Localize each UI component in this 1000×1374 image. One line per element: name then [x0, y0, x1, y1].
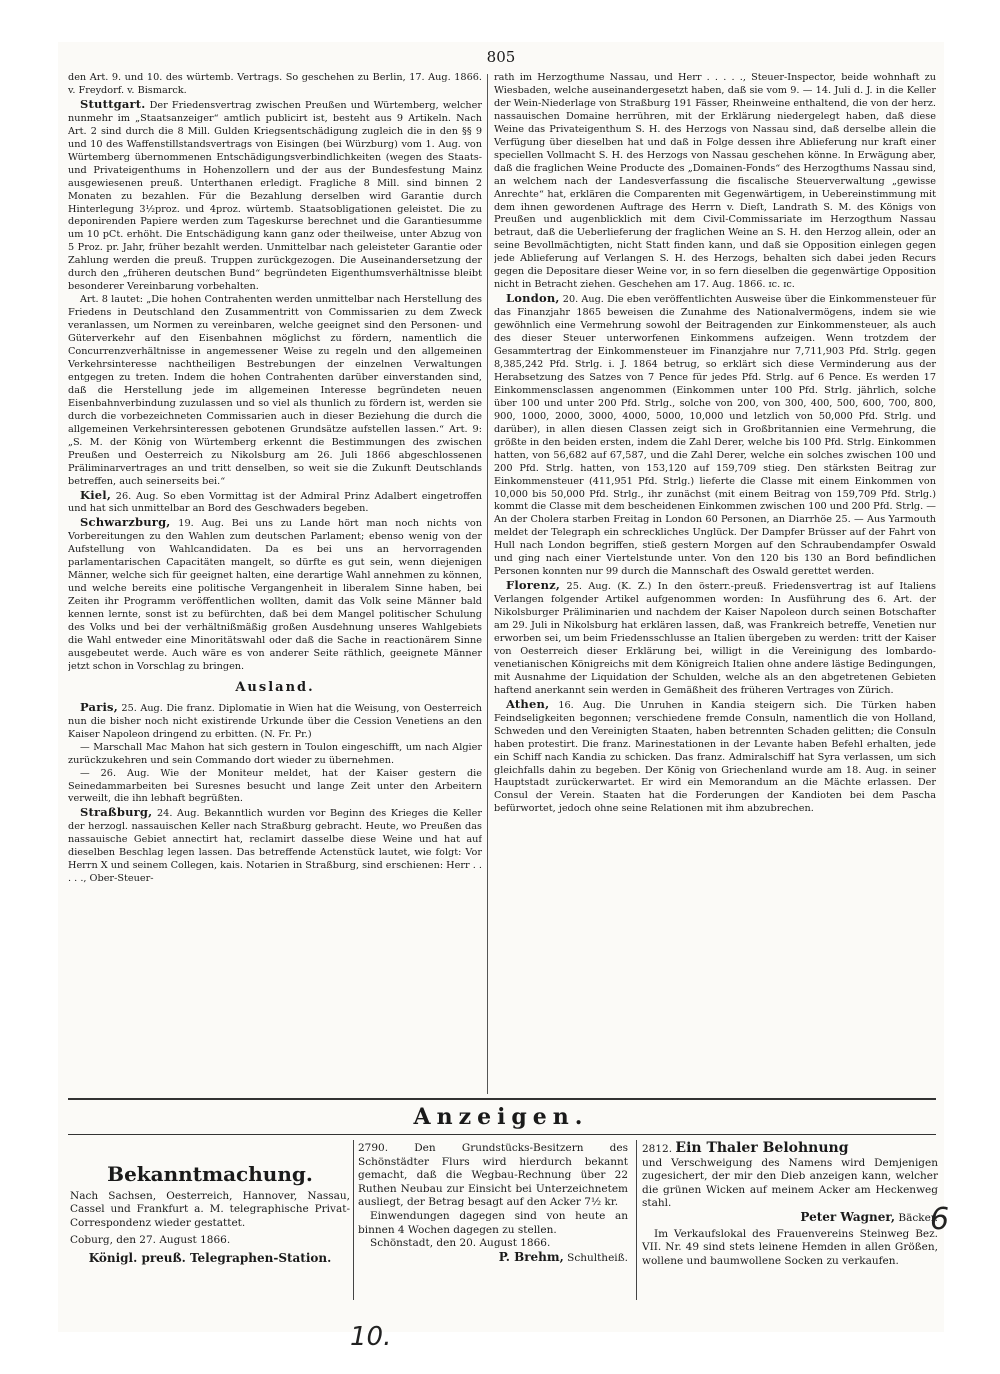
article-dateline: Schwarzburg, — [80, 515, 171, 530]
ad-wegbau — [358, 1142, 628, 1265]
article-dateline: Athen, — [506, 696, 550, 711]
ad-divider-1 — [353, 1140, 354, 1300]
article-dateline: Stuttgart. — [80, 96, 146, 111]
article — [68, 806, 482, 886]
ad2-body: 2790. Den Grundstücks-Besitzern des Schönstädter Flurs wird hierdurch bekannt gemacht, daß die Wegbau-Rechnung über 22 Ruthen Neubau zur Einsicht bei Unterzeichnetem ausliegt, der Betrag besagt auf den Acker 7½ kr. — [358, 1142, 628, 1209]
ads-heading-rule — [68, 1134, 936, 1135]
article-dateline: Straßburg, — [80, 805, 153, 820]
article-text: 25. Aug. Die franz. Diplomatie in Wien hat die Weisung, von Oesterreich nun die bisher noch nicht existirende Urkunde über die Cession Venetiens an den Kaiser Napoleon dringend zu erbitten. (N. Fr. Pr.) — [68, 702, 482, 740]
handwritten-mark-10: 10. — [350, 1322, 392, 1352]
article-text: 24. Aug. Bekanntlich wurden vor Beginn des Krieges die Keller der herzogl. nassauischen Keller nach Straßburg gebracht. Heute, wo Preußen das nassauische Gebiet annectirt hat, reclamirt dasselbe diese Weine und hat auf dieselben Beschlag legen lassen. Das betreffende Actenstück lautet, wie folgt: Vor Herrn X und seinem Collegen, kais. Notarien in Straßburg, sind erschienen: Herr . . . . ., Ober-Steuer- — [68, 808, 482, 885]
article-text: rath im Herzogthume Nassau, und Herr . . . . ., Steuer-Inspector, beide wohnhaft zu Wiesbaden, welche auseinandergesetzt haben, daß sie vom 9. — 14. Juli d. J. in die Keller der Wein-Niederlage von Straßburg 191 Fässer, Rheinweine enthaltend, die von der herz. nassauischen Domaine herrühren, mit der Erklärung niedergelegt haben, daß diese Weine das Privateigenthum S. H. des Herzogs von Nassau sind, daß derselbe allein die Verfügung über dieselben hat und daß in Folge dessen ihre Ablieferung nur kraft einer speciellen Vollmacht S. H. des Herzogs von Nassau geschehen könne. In Erwägung aber, daß die fraglichen Weine Producte des „Domainen-Fonds“ des Herzogthums Nassau sind, an welchem nach der Landesverfassung die fiscalische Steuerverwaltung „gewisse Anrechte“ hat, erklären die Comparenten mit Gegenwärtigem, in Uebereinstimmung mit dem ihnen gewordenen Auftrage des Herrn v. Dieſt, Landrath S. M. des Königs von Preußen und augenblicklich mit dem Civil-Commissariate im Herzogthum Nassau betraut, daß die Ueberlieferung der fraglichen Weine an S. H. den Herzog allein, oder an seine Bevollmächtigten, nicht Statt finden kann, und daß sie Opposition einlegen gegen jede Ablieferung auf Verlangen S. H. des Herzogs, behalten sich dabei jeden Recurs gegen die Depositare dieser Weine vor, in so fern dieselben die gegenwärtige Opposition nicht in Betracht ziehen. Geschehen am 17. Aug. 1866. ɪc. ɪc. — [494, 72, 936, 291]
paragraph — [494, 72, 936, 292]
article-text: 26. Aug. So eben Vormittag ist der Admiral Prinz Adalbert eingetroffen und hat sich unmittelbar an Bord des Geschwaders begeben. — [68, 490, 482, 515]
ad1-body: Nach Sachsen, Oesterreich, Hannover, Nassau, Cassel und Frankfurt a. M. telegraphische Privat-Correspondenz wieder gestattet. — [70, 1189, 350, 1229]
ad3-signature: Peter Wagner, — [800, 1209, 896, 1224]
article-text: 25. Aug. (K. Z.) In den österr.-preuß. Friedensvertrag ist auf Italiens Verlangen folgender Artikel aufgenommen worden: In Ausführung des 6. Art. der Nikolsburger Präliminarien und nachdem der Kaiser Napoleon durch seinen Botschafter am 29. Juli in Nikolsburg hat erklären lassen, daß, was Frankreich betreffe, Venetien nur erworben sei, um beim Friedensschlusse an Italien übergeben zu werden: tritt der Kaiser von Oesterreich dieser Erklärung bei, willigt in die Vereinigung des lombardo-venetianischen Königreichs mit dem Königreich Italien ohne andere lästige Bedingungen, mit Ausnahme der Liquidation der Schulden, welche als an den abgetretenen Gebieten haftend anerkannt sein werden in Gemäßheit des früheren Vertrages von Zürich. — [494, 581, 936, 696]
ads-top-rule — [68, 1098, 936, 1100]
article — [494, 579, 936, 698]
ad-divider-2 — [636, 1140, 637, 1300]
article-text: — Marschall Mac Mahon hat sich gestern in Toulon eingeschifft, um nach Algier zurückzukehren und sein Commando dort wieder zu übernehmen. — [68, 741, 482, 766]
ad2-signature: P. Brehm, — [498, 1249, 564, 1264]
article — [494, 698, 936, 817]
ad3-body: und Verschweigung des Namens wird Demjenigen zugesichert, der mir den Dieb anzeigen kann, welcher die grünen Wicken auf meinem Acker am Heckenweg stahl. — [642, 1156, 938, 1210]
handwritten-mark-6: 6 — [930, 1202, 950, 1237]
ad1-signature: Königl. preuß. Telegraphen-Station. — [88, 1250, 332, 1265]
ad-bekanntmachung — [70, 1142, 350, 1266]
ad1-title: Bekanntmachung. — [107, 1162, 313, 1186]
article-dateline: London, — [506, 291, 560, 306]
ad3-role: Bäcker. — [898, 1211, 938, 1224]
ad3-number: 2812. — [642, 1143, 673, 1155]
ad1-date: Coburg, den 27. August 1866. — [70, 1234, 231, 1247]
article-dateline: Paris, — [80, 699, 118, 714]
ad-belohnung — [642, 1142, 938, 1268]
section-heading: Ausland. — [235, 679, 315, 695]
article — [68, 98, 482, 294]
newspaper-page — [58, 42, 950, 1352]
ad2-role: Schultheiß. — [567, 1251, 628, 1264]
article-text: Der Friedensvertrag zwischen Preußen und Würtemberg, welcher nunmehr im „Staatsanzeiger“ amtlich publicirt ist, besteht aus 9 Artikeln. Nach Art. 2 sind durch die 8 Mill. Gulden Kriegsentschädigung zugleich die in den §§ 9 und 10 des Waffenstillstandsvertrags von Eisingen (bei Würzburg) vom 1. Aug. von Würtemberg übernommenen Entschädigungsverbindlichkeiten (wegen des Staats- und Privateigenthums in Hohenzollern und der aus der Bundesfestung Mainz ausgewiesenen preuß. Unterthanen erledigt. Fragliche 8 Mill. sind binnen 2 Monaten zu bezahlen. Für die Bezahlung derselben wird Garantie durch Hinterlegung 3½proz. und 4proz. würtemb. Staatsobligationen geleistet. Die zu deponirenden Papiere werden zum Tageskurse berechnet und die Garantiesumme um 10 pCt. erhöht. Die Entschädigung kann ganz oder theilweise, unter Abzug von 5 Proz. pr. Jahr, früher bezahlt werden. Unmittelbar nach geleisteter Garantie oder Zahlung werden die preuß. Truppen zurückgezogen. Die Auseinandersetzung der durch den „früheren deutschen Bund“ begründeten Eigenthumsverhältnisse bleibt besonderer Vereinbarung vorbehalten. — [68, 99, 482, 293]
article-text: 19. Aug. Bei uns zu Lande hört man noch nichts von Vorbereitungen zu den Wahlen zum deutschen Parlament; ebenso wenig von der Aufstellung von Wahlcandidaten. Da es bei uns an hervorragenden parlamentarischen Capacitäten mangelt, so dürfte es gut sein, wenn diejenigen Männer, welche sich für geeignet halten, eine derartige Wahl annehmen zu können, und welche bereits eine politische Vergangenheit in liberalem Sinne haben, bei Zeiten ihr Programm veröffentlichen wollten, damit das Volk seine Männer bald kennen lernte, sonst ist zu befürchten, daß bei dem Mangel politischer Schulung des Volks und bei der verhältnißmäßig großen Ausdehnung unseres Wahlgebiets die Wahl entweder eine Minoritätswahl oder daß die Sache in reactionärem Sinne ausgebeutet werde. Auch wäre es von anderer Seite räthlich, geeignete Männer jetzt schon in Vorschlag zu bringen. — [68, 518, 482, 672]
article-text: den Art. 9. und 10. des würtemb. Vertrags. So geschehen zu Berlin, 17. Aug. 1866. v. Freydorf. v. Bismarck. — [68, 72, 482, 96]
article-text: Art. 8 lautet: „Die hohen Contrahenten werden unmittelbar nach Herstellung des Friedens in Deutschland den Zusammentritt von Commissarien zu dem Zweck veranlassen, um Normen zu vereinbaren, welche geeignet sind den Personen- und Güterverkehr auf den Eisenbahnen möglichst zu fördern, namentlich die Concurrenzverhältnisse in angemessener Weise zu regeln und den allgemeinen Verkehrsinteresse nachtheiligen Bestrebungen der einzelnen Verwaltungen entgegen zu treten. Indem die hohen Contrahenten darüber einverstanden sind, daß die Herstellung jede im allgemeinen Interesse begründeten neuen Eisenbahnverbindung zuzulassen und so viel als thunlich zu fördern ist, werden sie durch die vorbezeichneten Commissarien auch in dieser Beziehung die durch die allgemeinen Verkehrsinteressen gebotenen Grundsätze aufstellen lassen.“ Art. 9: „S. M. der König von Würtemberg erkennt die Bestimmungen des zwischen Preußen und Oesterreich zu Nikolsburg am 26. Juli 1866 abgeschlossenen Präliminarvertrages an und tritt denselben, so weit sie die Zukunft Deutschlands betreffen, auch seinerseits bei.“ — [68, 294, 482, 487]
ads-heading: Anzeigen. — [413, 1104, 589, 1130]
article — [494, 292, 936, 579]
article-dateline: Florenz, — [506, 578, 561, 593]
paragraph — [68, 294, 482, 488]
ad3-title: Ein Thaler Belohnung — [675, 1140, 849, 1156]
column-divider — [487, 74, 488, 1094]
article-text: 16. Aug. Die Unruhen in Kandia steigern sich. Die Türken haben Feindseligkeiten begonnen; verschiedene fremde Consuln, namentlich die von Holland, Schweden und den Vereinigten Staaten, haben betrennten Schaden gelitten; die Consuln haben protestirt. Die franz. Marinestationen in der Levante haben Befehl erhalten, jede ein Schiff nach Kandia zu schicken. Das franz. Admiralschiff hat Syra verlassen, um sich gleichfalls dahin zu begeben. Der König von Griechenland wurde am 18. Aug. in seiner Hauptstadt zurückerwartet. Er wird ein Memorandum an die Mächte erlassen. Der Consul der Verein. Staaten hat die Forderungen der Kandioten bei dem Pascha befürwortet, jedoch ohne seine Relationen mit ihm abzubrechen. — [494, 699, 936, 815]
paragraph — [68, 768, 482, 807]
article-dateline: Kiel, — [80, 487, 112, 502]
left-column — [68, 72, 482, 1102]
page-number: 805 — [486, 48, 516, 66]
article — [68, 701, 482, 742]
right-column — [494, 72, 936, 1102]
ad2-date: Schönstadt, den 20. August 1866. — [370, 1237, 551, 1250]
article-text: 20. Aug. Die eben veröffentlichten Ausweise über die Einkommensteuer für das Finanzjahr 1865 beweisen die Zunahme des Nationalvermögens, indem sie wie gewöhnlich eine Vermehrung sowohl der Beitragenden zur Einkommensteuer, als auch des dieser Steuer unterworfenen Einkommens aufzeigen. Wenn trotzdem der Gesammtertrag der Einkommensteuer im Finanzjahre nur 7,711,903 Pfd. Strlg. gegen 8,385,242 Pfd. Strlg. i. J. 1864 betrug, so erklärt sich diese Verminderung aus der Herabsetzung des Satzes von 7 Pence für jedes Pfd. Strlg. auf 6 Pence. Es werden 17 Einkommensclassen angenommen (Einkommen unter 100 Pfd. Strlg. jährlich, solche über 100 und unter 200 Pfd. Strlg., solche von 200, von 300, 400, 500, 600, 700, 800, 900, 1000, 2000, 3000, 4000, 5000, 10,000 und letzlich von 50,000 Pfd. Strlg. und darüber), in allen diesen Classen zeigt sich in Großbritannien eine Vermehrung, die größte in den beiden ersten, indem die Zahl Derer, welche bis 100 Pfd. Strlg. Einkommen hatten, von 56,682 auf 67,587, und die Zahl Derer, welche ein solches zwischen 100 und 200 Pfd. Strlg. hatten, von 153,120 auf 159,709 stieg. Den stärksten Beitrag zur Einkommensteuer (411,951 Pfd. Strlg.) lieferte die Classe mit einem Einkommen von 10,000 bis 50,000 Pfd. Strlg., ihr zunächst (mit einem Beitrag von 159,709 Pfd. Strlg.) kommt die Classe mit dem bescheidenen Einkommen zwischen 100 und 200 Pfd. Strlg. — An der Cholera starben Freitag in London 60 Personen, an Diarrhöe 25. — Aus Yarmouth meldet der Telegraph ein schreckliches Unglück. Der Dampfer Brüsser auf der Fahrt von Hull nach London begriffen, stieß gestern Morgen auf den Schraubendampfer Oswald und ging nach einer Viertelstunde unter. Von den 120 bis 130 an Bord befindlichen Personen konnten nur 99 durch die Mannschaft des Oswald gerettet werden. — [494, 294, 936, 578]
article — [68, 516, 482, 673]
paragraph — [68, 742, 482, 768]
ad3-body2: Im Verkaufslokal des Frauenvereins Steinweg Bez. VII. Nr. 49 sind stets leinene Hemden in allen Größen, wollene und baumwollene Socken zu verkaufen. — [642, 1227, 938, 1267]
article-text: — 26. Aug. Wie der Moniteur meldet, hat der Kaiser gestern die Seinedammarbeiten bei Suresnes besucht und lange Zeit unter den Arbeitern verweilt, die ihn lebhaft begrüßten. — [68, 767, 482, 805]
paragraph — [68, 72, 482, 98]
article — [68, 489, 482, 517]
ad2-body2: Einwendungen dagegen sind von heute an binnen 4 Wochen dagegen zu stellen. — [358, 1209, 628, 1236]
